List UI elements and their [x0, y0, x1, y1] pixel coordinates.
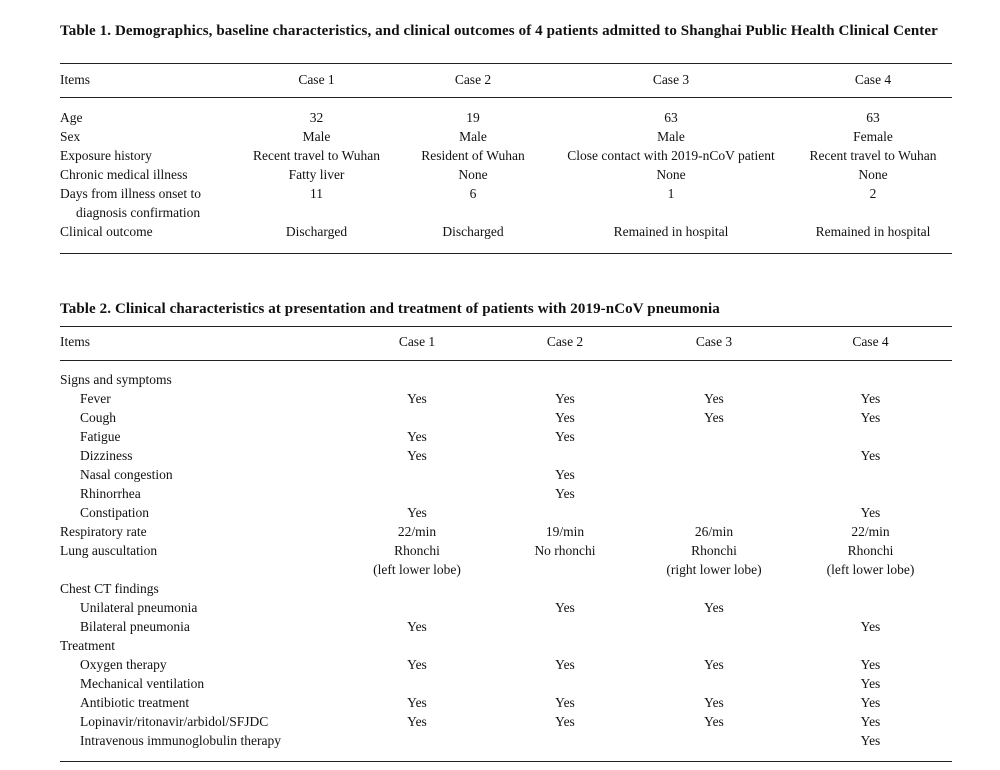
- table1-body: [60, 108, 952, 241]
- table-row: [60, 127, 952, 146]
- table-cell: Yes: [407, 695, 427, 710]
- table-row: [60, 674, 952, 693]
- table-row: [60, 222, 952, 241]
- table2-top-rule: [60, 326, 952, 327]
- table-cell: [491, 446, 639, 465]
- table-row: [60, 636, 952, 655]
- table-cell: [343, 636, 491, 655]
- table-cell: [789, 370, 952, 389]
- table-cell: [639, 465, 789, 484]
- row-label: Lopinavir/ritonavir/arbidol/SFJDC: [80, 714, 269, 729]
- table-row: [60, 731, 952, 750]
- table2-header-case2: Case 2: [546, 334, 584, 349]
- table1-header-row: [60, 70, 952, 89]
- table-cell: [491, 370, 639, 389]
- table-cell: [639, 674, 789, 693]
- table-cell: 6: [469, 186, 477, 201]
- table-cell: Yes: [704, 714, 724, 729]
- table-cell: [639, 503, 789, 522]
- table2-header-case3: Case 3: [695, 334, 733, 349]
- table1-header: [60, 70, 952, 89]
- row-label: Respiratory rate: [60, 524, 147, 539]
- table-cell: Yes: [555, 695, 575, 710]
- table1-bottom-rule: [60, 253, 952, 254]
- row-label: Oxygen therapy: [80, 657, 167, 672]
- table-cell: Yes: [555, 486, 575, 501]
- table-cell: Yes: [555, 467, 575, 482]
- table-row: [60, 427, 952, 446]
- table-cell: [639, 484, 789, 503]
- table-cell: Yes: [860, 657, 881, 672]
- table-cell: Yes: [407, 657, 427, 672]
- table-cell: [491, 636, 639, 655]
- row-label: [60, 108, 235, 127]
- table1-header-items: Items: [60, 72, 90, 87]
- table-cell: [343, 408, 491, 427]
- table1-header-case1: Case 1: [298, 72, 335, 87]
- table2-header-items: Items: [60, 334, 90, 349]
- table-cell: 2: [869, 186, 877, 201]
- table-row: [60, 560, 952, 579]
- row-label: Fatigue: [80, 429, 121, 444]
- table-row: [60, 712, 952, 731]
- table-cell: Male: [459, 129, 487, 144]
- row-label-text: Clinical outcome: [60, 224, 153, 239]
- table-cell: Remained in hospital: [815, 224, 931, 239]
- row-label-continuation: diagnosis confirmation: [76, 205, 201, 220]
- table-row: [60, 655, 952, 674]
- table-row: [60, 446, 952, 465]
- table-cell: Yes: [407, 391, 427, 406]
- table1-header-case3: Case 3: [652, 72, 690, 87]
- table2-bottom-rule: [60, 761, 952, 762]
- table-cell: Male: [657, 129, 685, 144]
- table1-header-case4: Case 4: [854, 72, 892, 87]
- table-cell: [491, 503, 639, 522]
- table-cell: Yes: [555, 657, 575, 672]
- row-label: Nasal congestion: [80, 467, 173, 482]
- table-cell: Yes: [704, 600, 724, 615]
- table-cell: Yes: [860, 410, 881, 425]
- row-label: Mechanical ventilation: [80, 676, 205, 691]
- table-cell: [789, 636, 952, 655]
- table-cell: Yes: [555, 714, 575, 729]
- table-cell: Yes: [704, 695, 724, 710]
- table-cell: Yes: [704, 657, 724, 672]
- table-row: [60, 484, 952, 503]
- table-cell: 1: [667, 186, 675, 201]
- table-cell: 26/min: [694, 524, 734, 539]
- row-label: Fever: [80, 391, 111, 406]
- table-cell: [491, 617, 639, 636]
- table2-header-case4: Case 4: [852, 334, 889, 349]
- table-cell: Yes: [860, 733, 881, 748]
- table-cell: Yes: [555, 391, 575, 406]
- row-label-text: Sex: [60, 129, 81, 144]
- table-cell: (right lower lobe): [666, 562, 762, 577]
- table-cell: Yes: [555, 410, 575, 425]
- table-cell: [491, 560, 639, 579]
- table-cell: (left lower lobe): [373, 562, 461, 577]
- table-cell: [789, 465, 952, 484]
- table-row: [60, 693, 952, 712]
- table-cell: Yes: [407, 714, 427, 729]
- table-cell: [491, 731, 639, 750]
- table-cell: Male: [302, 129, 331, 144]
- table-row: [60, 579, 952, 598]
- row-label: Bilateral pneumonia: [80, 619, 190, 634]
- table-cell: [343, 370, 491, 389]
- table-cell: Yes: [555, 429, 575, 444]
- table1-caption: Table 1. Demographics, baseline characteristics, and clinical outcomes of 4 patients admitted to Shanghai Public Health Clinical Center: [60, 23, 938, 39]
- table-cell: Resident of Wuhan: [421, 148, 525, 163]
- table-cell: None: [656, 167, 686, 182]
- table-row: [60, 541, 952, 560]
- row-label: Chest CT findings: [60, 581, 159, 596]
- row-label: Intravenous immunoglobulin therapy: [80, 733, 281, 748]
- table2-header-row: [60, 332, 952, 351]
- table-cell: [343, 674, 491, 693]
- table-cell: Yes: [555, 600, 575, 615]
- table-cell: 63: [866, 110, 880, 125]
- table-cell: [789, 579, 952, 598]
- table-cell: Yes: [704, 410, 724, 425]
- table-cell: Yes: [860, 714, 881, 729]
- table-row: [60, 598, 952, 617]
- table-cell: Recent travel to Wuhan: [252, 148, 381, 163]
- table-row: [60, 408, 952, 427]
- table-cell: [491, 674, 639, 693]
- table-cell: [343, 484, 491, 503]
- table-cell: [491, 579, 639, 598]
- table1-header-rule: [60, 97, 952, 98]
- row-label: Unilateral pneumonia: [80, 600, 198, 615]
- table-cell: [343, 465, 491, 484]
- table-cell: [639, 636, 789, 655]
- table1-header-case2: Case 2: [454, 72, 492, 87]
- table-cell: [639, 446, 789, 465]
- table-cell: [639, 427, 789, 446]
- table-cell: Fatty liver: [288, 167, 345, 182]
- row-label: Cough: [80, 410, 117, 425]
- table-cell: Yes: [407, 505, 427, 520]
- table-cell: Yes: [407, 448, 427, 463]
- table-cell: 19: [466, 110, 480, 125]
- table-cell: No rhonchi: [534, 543, 596, 558]
- table-cell: Yes: [407, 619, 427, 634]
- table-cell: None: [458, 167, 488, 182]
- table-cell: Yes: [860, 619, 881, 634]
- table-row: [60, 108, 952, 127]
- table-row: [60, 503, 952, 522]
- row-label: [60, 165, 235, 184]
- table-cell: [789, 484, 952, 503]
- table-cell: Recent travel to Wuhan: [809, 148, 937, 163]
- table-cell: 22/min: [397, 524, 437, 539]
- table-cell: None: [858, 167, 888, 182]
- table2-header-case1: Case 1: [398, 334, 436, 349]
- table1-top-rule: [60, 63, 952, 64]
- row-label: [60, 184, 235, 222]
- row-label: Lung auscultation: [60, 543, 158, 558]
- table2-header-rule: [60, 360, 952, 361]
- row-label-text: Days from illness onset to: [60, 186, 201, 201]
- row-label: Dizziness: [80, 448, 133, 463]
- table2-body: [60, 370, 952, 750]
- row-label: Signs and symptoms: [60, 372, 172, 387]
- row-label: Antibiotic treatment: [80, 695, 190, 710]
- table-cell: [343, 579, 491, 598]
- table-cell: [639, 579, 789, 598]
- row-label: Treatment: [60, 638, 115, 653]
- table-cell: 11: [310, 186, 323, 201]
- table-cell: Female: [853, 129, 893, 144]
- table-cell: Remained in hospital: [613, 224, 729, 239]
- table-cell: Yes: [860, 676, 881, 691]
- table-row: [60, 522, 952, 541]
- table-cell: Rhonchi: [847, 543, 894, 558]
- table-cell: [343, 731, 491, 750]
- row-label: [60, 127, 235, 146]
- table-cell: Discharged: [442, 224, 504, 239]
- table-cell: Yes: [860, 391, 881, 406]
- table-row: [60, 389, 952, 408]
- table-cell: [789, 598, 952, 617]
- table-cell: Yes: [860, 448, 881, 463]
- table-cell: 19/min: [545, 524, 585, 539]
- row-label: Rhinorrhea: [80, 486, 141, 501]
- table-cell: Rhonchi: [691, 543, 737, 558]
- table-row: [60, 370, 952, 389]
- row-label: [60, 222, 235, 241]
- table-row: [60, 465, 952, 484]
- table-cell: [639, 617, 789, 636]
- table-cell: [789, 427, 952, 446]
- table-cell: [639, 731, 789, 750]
- table-cell: Close contact with 2019-nCoV patient: [567, 148, 775, 163]
- row-label-text: Age: [60, 110, 83, 125]
- table2-caption: Table 2. Clinical characteristics at presentation and treatment of patients with 2019-nCoV pneumonia: [60, 301, 720, 317]
- table-row: [60, 146, 952, 165]
- table-cell: Yes: [704, 391, 724, 406]
- table-cell: [639, 370, 789, 389]
- table2-header: [60, 332, 952, 351]
- row-label: [60, 560, 343, 579]
- table-cell: 63: [664, 110, 678, 125]
- table-cell: (left lower lobe): [826, 562, 915, 577]
- table-cell: Discharged: [285, 224, 348, 239]
- row-label: Constipation: [80, 505, 150, 520]
- table-cell: [343, 598, 491, 617]
- table-row: [60, 165, 952, 184]
- table-row: [60, 184, 952, 222]
- row-label-text: Chronic medical illness: [60, 167, 188, 182]
- table-cell: Yes: [407, 429, 427, 444]
- table-cell: Rhonchi: [394, 543, 440, 558]
- table-cell: 32: [309, 110, 324, 125]
- table-cell: Yes: [860, 505, 881, 520]
- table-cell: 22/min: [851, 524, 890, 539]
- table-cell: Yes: [860, 695, 881, 710]
- row-label-text: Exposure history: [60, 148, 152, 163]
- row-label: [60, 146, 235, 165]
- table-row: [60, 617, 952, 636]
